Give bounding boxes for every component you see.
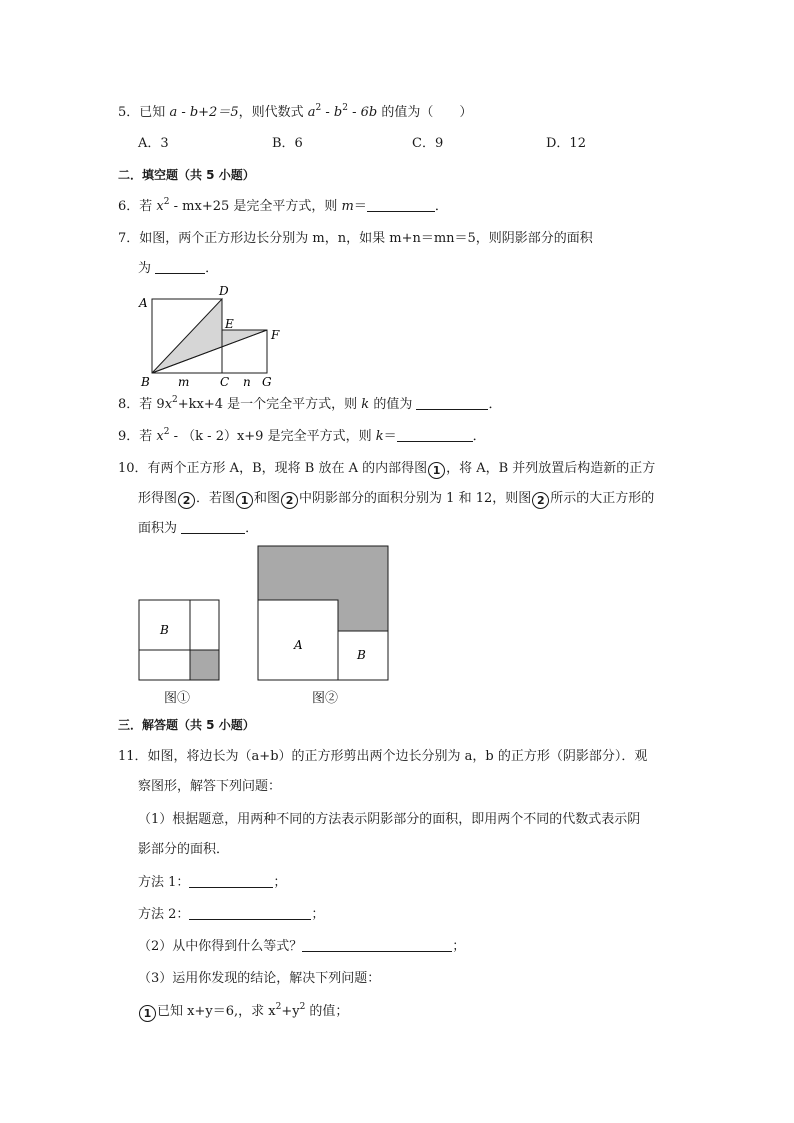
q10-text1b: ，将 A，B 并列放置后构造新的正方 bbox=[446, 461, 656, 476]
q9-pre: 若 bbox=[139, 429, 157, 444]
q7-label-d: D bbox=[219, 284, 229, 298]
q7-label-m: m bbox=[178, 375, 190, 389]
q10-circled-2c: 2 bbox=[532, 492, 549, 509]
q8-pre: 若 9 bbox=[139, 397, 165, 412]
q9-mid: - （k - 2）x+9 是完全平方式，则 bbox=[169, 429, 376, 444]
q10-line1 bbox=[118, 460, 655, 479]
q11-method2-blank[interactable] bbox=[189, 907, 311, 920]
q7-text2: 为 bbox=[138, 261, 152, 276]
q10-number: 10． bbox=[118, 461, 148, 476]
q5-text-c: 的值为（ ） bbox=[381, 105, 473, 120]
q11-method2-label: 方法 2： bbox=[138, 907, 190, 922]
q8-end: ． bbox=[488, 397, 502, 412]
q11-part1-line2: 影部分的面积． bbox=[138, 842, 230, 857]
q5-expr1: a - b+2＝5 bbox=[169, 105, 239, 120]
q5-option-d: D．12 bbox=[546, 136, 586, 151]
q10-end: ． bbox=[245, 521, 259, 536]
q7-label-n: n bbox=[243, 375, 251, 389]
q10-circled-1b: 1 bbox=[236, 492, 253, 509]
q10-text2b: ．若图 bbox=[196, 491, 236, 506]
q11-part1-line1: （1）根据题意，用两种不同的方法表示阴影部分的面积，即用两个不同的代数式表示阴 bbox=[138, 812, 641, 827]
q5-sup1: 2 bbox=[315, 103, 322, 113]
q8-mid: +kx+4 是一个完全平方式，则 bbox=[177, 397, 362, 412]
fig1-shaded-square bbox=[190, 650, 219, 680]
q10-circled-1a: 1 bbox=[428, 462, 445, 479]
q11-part3: （3）运用你发现的结论，解决下列问题： bbox=[138, 971, 381, 986]
q7-label-a: A bbox=[139, 296, 148, 310]
q11-method1-label: 方法 1： bbox=[138, 875, 190, 890]
q10-circled-2b: 2 bbox=[281, 492, 298, 509]
q11-line2: 察图形，解答下列问题： bbox=[138, 779, 282, 794]
q7-text1: 如图，两个正方形边长分别为 m，n，如果 m+n＝mn＝5，则阴影部分的面积 bbox=[139, 231, 593, 246]
q9-line bbox=[118, 428, 486, 446]
q6-var-x: x bbox=[156, 199, 164, 214]
q9-number: 9． bbox=[118, 429, 140, 444]
q11-part2 bbox=[138, 938, 465, 956]
q6-var-m: m bbox=[341, 199, 354, 214]
q8-var-k: k bbox=[361, 397, 370, 412]
q11-method1-blank[interactable] bbox=[189, 875, 273, 888]
q11-sub1-c: 的值； bbox=[305, 1004, 349, 1019]
q10-text2c: 和图 bbox=[254, 491, 281, 506]
q7-label-e: E bbox=[225, 317, 234, 331]
q7-answer-blank[interactable] bbox=[155, 261, 205, 274]
fig2-caption: 图② bbox=[312, 691, 339, 706]
q9-var-k: k bbox=[375, 429, 384, 444]
fig2-label-a: A bbox=[294, 638, 303, 652]
q9-sup: 2 bbox=[163, 427, 170, 437]
q5-expr2c: - 6b bbox=[347, 105, 378, 120]
q11-semi-2: ； bbox=[311, 907, 325, 922]
q6-answer-blank[interactable] bbox=[367, 199, 435, 212]
q10-text3: 面积为 bbox=[138, 521, 178, 536]
q10-text2a: 形得图 bbox=[138, 491, 178, 506]
q8-line bbox=[118, 396, 501, 414]
q10-figure-1 bbox=[136, 598, 224, 684]
q11-text1: 如图，将边长为（a+b）的正方形剪出两个边长分别为 a，b 的正方形（阴影部分）．观 bbox=[147, 749, 648, 764]
q11-semi-1: ； bbox=[273, 875, 287, 890]
q11-part2-text: （2）从中你得到什么等式？ bbox=[138, 939, 303, 954]
q5-option-c: C．9 bbox=[412, 136, 444, 151]
q7-end: ． bbox=[205, 261, 219, 276]
q11-method2 bbox=[138, 906, 324, 924]
q10-answer-blank[interactable] bbox=[181, 521, 245, 534]
q10-text1a: 有两个正方形 A，B，现将 B 放在 A 的内部得图 bbox=[147, 461, 428, 476]
q5-expr2a: a bbox=[307, 105, 316, 120]
q10-figure-2 bbox=[255, 543, 392, 684]
q9-var-x: x bbox=[156, 429, 164, 444]
q11-semi-3: ； bbox=[452, 939, 466, 954]
q10-text2d: 中阴影部分的面积分别为 1 和 12，则图 bbox=[299, 491, 532, 506]
q6-pre: 若 bbox=[139, 199, 157, 214]
q7-number: 7． bbox=[118, 231, 140, 246]
q10-text2e: 所示的大正方形的 bbox=[550, 491, 655, 506]
q8-post: 的值为 bbox=[369, 397, 413, 412]
q11-sub1-sup2: 2 bbox=[299, 1002, 306, 1012]
q6-sup: 2 bbox=[163, 197, 170, 207]
q8-answer-blank[interactable] bbox=[416, 397, 488, 410]
q9-end: ． bbox=[472, 429, 486, 444]
q5-line bbox=[118, 104, 472, 122]
q7-label-b: B bbox=[141, 375, 150, 389]
q11-sub1-sup1: 2 bbox=[275, 1002, 282, 1012]
q5-option-a: A．3 bbox=[138, 136, 169, 151]
q8-number: 8． bbox=[118, 397, 140, 412]
q11-method1 bbox=[138, 874, 286, 892]
q11-circled-1: 1 bbox=[139, 1005, 156, 1022]
q5-option-b: B．6 bbox=[272, 136, 303, 151]
fig1-caption: 图① bbox=[164, 691, 191, 706]
q7-label-c: C bbox=[220, 375, 230, 389]
q5-text-b: ，则代数式 bbox=[238, 105, 304, 120]
q6-eq: ＝ bbox=[353, 199, 367, 214]
fig1-label-b: B bbox=[160, 623, 169, 637]
q11-part2-blank[interactable] bbox=[302, 939, 452, 952]
q11-sub1-a: 已知 x+y＝6,，求 x bbox=[157, 1004, 276, 1019]
q10-circled-2a: 2 bbox=[178, 492, 195, 509]
q11-sub1 bbox=[138, 1003, 348, 1022]
q5-text-a: 已知 bbox=[139, 105, 166, 120]
q7-label-g: G bbox=[262, 375, 272, 389]
q7-line2 bbox=[138, 260, 218, 278]
q6-mid: - mx+25 是完全平方式，则 bbox=[169, 199, 342, 214]
q7-line1 bbox=[118, 230, 593, 248]
q5-expr2b: - b bbox=[321, 105, 343, 120]
q6-end: ． bbox=[434, 199, 448, 214]
section-fill-in-heading: 二．填空题（共 5 小题） bbox=[118, 168, 255, 182]
q6-number: 6． bbox=[118, 199, 140, 214]
fig2-label-b: B bbox=[357, 648, 366, 662]
section-solve-heading: 三．解答题（共 5 小题） bbox=[118, 718, 255, 732]
q11-line1 bbox=[118, 748, 647, 766]
q7-figure bbox=[130, 282, 290, 390]
q6-line bbox=[118, 198, 448, 216]
q10-line2 bbox=[138, 490, 654, 509]
q8-sup: 2 bbox=[172, 395, 178, 405]
q5-sup2: 2 bbox=[342, 103, 348, 113]
q8-var-x: x bbox=[164, 397, 173, 412]
q5-number: 5． bbox=[118, 105, 140, 120]
q11-number: 11． bbox=[118, 749, 148, 764]
q9-eq: ＝ bbox=[383, 429, 397, 444]
q7-label-f: F bbox=[271, 328, 280, 342]
q10-line3 bbox=[138, 520, 258, 538]
q9-answer-blank[interactable] bbox=[397, 429, 473, 442]
q11-sub1-b: +y bbox=[281, 1004, 300, 1019]
